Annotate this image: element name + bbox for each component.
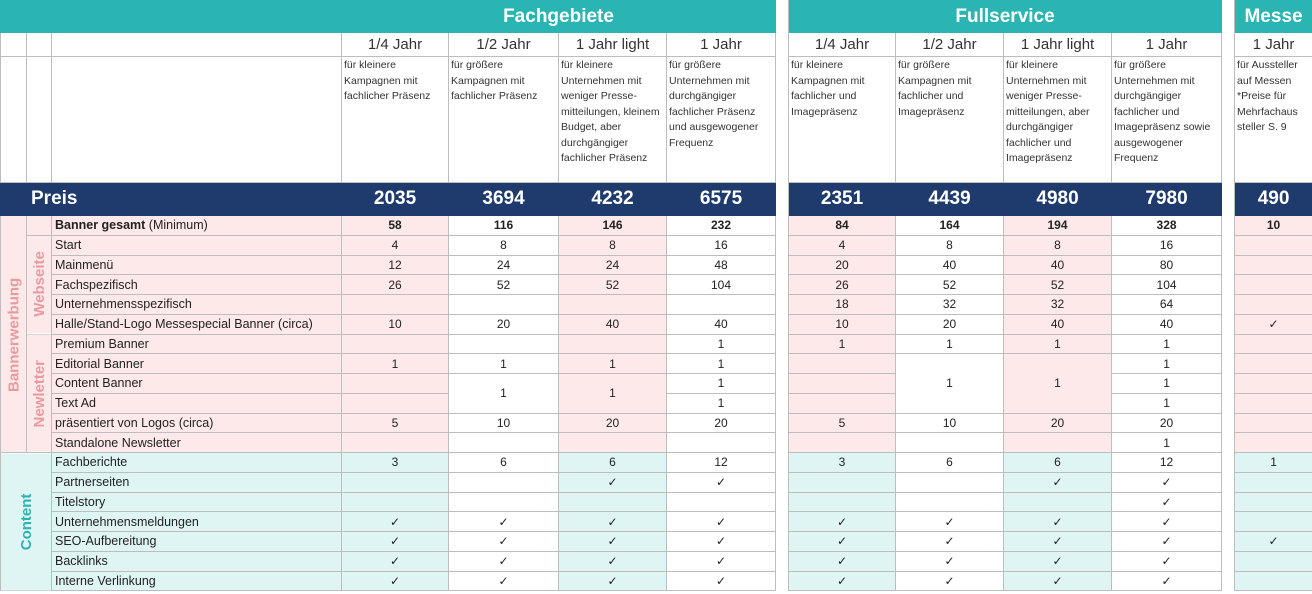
cell-value: 104 bbox=[1112, 275, 1222, 295]
cell-value bbox=[896, 433, 1004, 453]
row-label: Mainmenü bbox=[52, 255, 342, 275]
row-label: präsentiert von Logos (circa) bbox=[52, 413, 342, 433]
row-label-banner-gesamt: Banner gesamt (Minimum) bbox=[52, 216, 342, 236]
check-icon: ✓ bbox=[1112, 472, 1222, 492]
cell-value bbox=[1004, 433, 1112, 453]
cell-value: 20 bbox=[559, 413, 667, 433]
cell-value bbox=[449, 334, 559, 354]
cell-value: 232 bbox=[667, 216, 776, 236]
period-header: 1/2 Jahr bbox=[896, 33, 1004, 57]
check-icon bbox=[896, 492, 1004, 512]
cell-value: 6 bbox=[449, 453, 559, 473]
cell-value: 48 bbox=[667, 255, 776, 275]
cell-value bbox=[1235, 275, 1312, 295]
check-icon bbox=[1235, 512, 1312, 532]
row-label: Fachberichte bbox=[52, 453, 342, 473]
check-icon bbox=[789, 492, 896, 512]
cell-value: 1 bbox=[449, 374, 559, 414]
row-label: Editorial Banner bbox=[52, 354, 342, 374]
cell-value: 20 bbox=[1004, 413, 1112, 433]
check-icon: ✓ bbox=[559, 472, 667, 492]
cell-value: 194 bbox=[1004, 216, 1112, 236]
cell-value bbox=[342, 295, 449, 315]
check-icon bbox=[342, 492, 449, 512]
cell-value: 24 bbox=[449, 255, 559, 275]
cell-value: 52 bbox=[1004, 275, 1112, 295]
cell-value: 1 bbox=[1235, 453, 1312, 473]
price-value: 490 bbox=[1235, 183, 1312, 216]
period-header: 1 Jahr light bbox=[559, 33, 667, 57]
cell-value bbox=[789, 433, 896, 453]
package-description: für kleinere Unternehmen mit weniger Presse-mitteilungen, aber durchgängiger fachlicher und Imagepräsenz bbox=[1004, 57, 1112, 183]
cell-value: 1 bbox=[789, 334, 896, 354]
check-icon: ✓ bbox=[1112, 492, 1222, 512]
price-value: 2035 bbox=[342, 183, 449, 216]
check-icon bbox=[896, 472, 1004, 492]
cell-value: 1 bbox=[559, 374, 667, 414]
cell-value: 8 bbox=[559, 235, 667, 255]
price-value: 2351 bbox=[789, 183, 896, 216]
check-icon bbox=[667, 492, 776, 512]
cell-value: 40 bbox=[1004, 255, 1112, 275]
check-icon: ✓ bbox=[1004, 472, 1112, 492]
cell-value bbox=[559, 295, 667, 315]
cell-value: 1 bbox=[667, 354, 776, 374]
check-icon: ✓ bbox=[1112, 532, 1222, 552]
cell-value: 24 bbox=[559, 255, 667, 275]
cell-value: 1 bbox=[559, 354, 667, 374]
cell-value: 40 bbox=[1112, 314, 1222, 334]
check-icon: ✓ bbox=[896, 571, 1004, 591]
cell-value: 1 bbox=[1004, 334, 1112, 354]
cell-value: 16 bbox=[667, 235, 776, 255]
group-fachgebiete: Fachgebiete bbox=[342, 1, 776, 33]
package-description: für Aussteller auf Messen *Preise für Mehrfachaus steller S. 9 bbox=[1235, 57, 1312, 183]
check-icon: ✓ bbox=[1004, 571, 1112, 591]
cell-value: 4 bbox=[789, 235, 896, 255]
cell-value bbox=[1235, 334, 1312, 354]
section-bannerwerbung: Bannerwerbung bbox=[1, 216, 27, 453]
cell-value: 10 bbox=[449, 413, 559, 433]
cell-value: 20 bbox=[449, 314, 559, 334]
section-webseite: Webseite bbox=[27, 235, 52, 334]
package-description: für größere Unternehmen mit durchgängiger fachlicher und Imagepräsenz sowie ausgewogener Frequenz bbox=[1112, 57, 1222, 183]
cell-value bbox=[1235, 295, 1312, 315]
period-header: 1 Jahr light bbox=[1004, 33, 1112, 57]
cell-value: 84 bbox=[789, 216, 896, 236]
cell-value: 1 bbox=[1004, 354, 1112, 413]
period-header: 1/2 Jahr bbox=[449, 33, 559, 57]
check-icon: ✓ bbox=[1112, 551, 1222, 571]
cell-value: 10 bbox=[896, 413, 1004, 433]
cell-value: 26 bbox=[342, 275, 449, 295]
check-icon: ✓ bbox=[789, 551, 896, 571]
cell-value: 5 bbox=[789, 413, 896, 433]
cell-value: 104 bbox=[667, 275, 776, 295]
row-label: Start bbox=[52, 235, 342, 255]
cell-value: 18 bbox=[789, 295, 896, 315]
check-icon: ✓ bbox=[559, 571, 667, 591]
price-value: 3694 bbox=[449, 183, 559, 216]
price-value: 7980 bbox=[1112, 183, 1222, 216]
cell-value: 20 bbox=[667, 413, 776, 433]
cell-value: 40 bbox=[559, 314, 667, 334]
package-description: für größere Unternehmen mit durchgängiger fachlicher Präsenz und ausgewogener Frequenz bbox=[667, 57, 776, 183]
cell-value bbox=[789, 393, 896, 413]
price-value: 4232 bbox=[559, 183, 667, 216]
check-icon: ✓ bbox=[896, 532, 1004, 552]
check-icon: ✓ bbox=[667, 532, 776, 552]
check-icon bbox=[449, 472, 559, 492]
cell-value: 12 bbox=[342, 255, 449, 275]
check-icon: ✓ bbox=[1112, 571, 1222, 591]
check-icon: ✓ bbox=[789, 571, 896, 591]
section-content: Content bbox=[1, 453, 52, 591]
check-icon: ✓ bbox=[559, 512, 667, 532]
check-icon: ✓ bbox=[342, 512, 449, 532]
cell-value: 146 bbox=[559, 216, 667, 236]
group-fullservice: Fullservice bbox=[789, 1, 1222, 33]
row-label: SEO-Aufbereitung bbox=[52, 532, 342, 552]
cell-value bbox=[1235, 393, 1312, 413]
cell-value: 52 bbox=[896, 275, 1004, 295]
cell-value: 80 bbox=[1112, 255, 1222, 275]
cell-value: 1 bbox=[1112, 433, 1222, 453]
cell-value: 1 bbox=[896, 334, 1004, 354]
period-header: 1 Jahr bbox=[1235, 33, 1312, 57]
cell-value: 5 bbox=[342, 413, 449, 433]
cell-value: 1 bbox=[449, 354, 559, 374]
check-icon bbox=[1235, 472, 1312, 492]
cell-value: 8 bbox=[1004, 235, 1112, 255]
cell-value: 3 bbox=[342, 453, 449, 473]
check-icon: ✓ bbox=[1004, 532, 1112, 552]
corner-cell bbox=[1, 1, 342, 33]
cell-value: 52 bbox=[559, 275, 667, 295]
cell-value: 1 bbox=[342, 354, 449, 374]
check-icon: ✓ bbox=[667, 512, 776, 532]
section-newsletter: Newletter bbox=[27, 334, 52, 453]
check-icon bbox=[449, 492, 559, 512]
cell-value bbox=[449, 433, 559, 453]
check-icon bbox=[1235, 551, 1312, 571]
cell-value: 26 bbox=[789, 275, 896, 295]
cell-value bbox=[1235, 235, 1312, 255]
check-icon: ✓ bbox=[1004, 512, 1112, 532]
check-icon: ✓ bbox=[449, 512, 559, 532]
check-icon: ✓ bbox=[1235, 532, 1312, 552]
cell-value: 8 bbox=[449, 235, 559, 255]
check-icon: ✓ bbox=[449, 551, 559, 571]
cell-value: 1 bbox=[667, 334, 776, 354]
cell-value bbox=[449, 295, 559, 315]
row-label: Text Ad bbox=[52, 393, 342, 413]
check-icon: ✓ bbox=[342, 571, 449, 591]
row-label: Fachspezifisch bbox=[52, 275, 342, 295]
price-value: 4980 bbox=[1004, 183, 1112, 216]
check-icon: ✓ bbox=[667, 551, 776, 571]
check-icon: ✓ bbox=[559, 551, 667, 571]
cell-value bbox=[1235, 255, 1312, 275]
check-icon bbox=[1004, 492, 1112, 512]
cell-value: 1 bbox=[896, 354, 1004, 413]
cell-value: 52 bbox=[449, 275, 559, 295]
package-description: für größere Kampagnen mit fachlicher Präsenz bbox=[449, 57, 559, 183]
cell-value: 40 bbox=[667, 314, 776, 334]
cell-value bbox=[1235, 413, 1312, 433]
row-label: Partnerseiten bbox=[52, 472, 342, 492]
cell-value bbox=[559, 433, 667, 453]
cell-value: 6 bbox=[1004, 453, 1112, 473]
cell-value bbox=[342, 393, 449, 413]
check-icon: ✓ bbox=[342, 551, 449, 571]
check-icon bbox=[1235, 571, 1312, 591]
check-icon: ✓ bbox=[789, 532, 896, 552]
cell-value: 10 bbox=[1235, 216, 1312, 236]
cell-value: 1 bbox=[1112, 393, 1222, 413]
cell-value bbox=[342, 334, 449, 354]
cell-value: 8 bbox=[896, 235, 1004, 255]
check-icon: ✓ bbox=[667, 472, 776, 492]
cell-value bbox=[667, 295, 776, 315]
cell-value: 20 bbox=[789, 255, 896, 275]
cell-value bbox=[789, 374, 896, 394]
cell-value: 1 bbox=[1112, 354, 1222, 374]
check-icon: ✓ bbox=[1004, 551, 1112, 571]
cell-value: 1 bbox=[667, 374, 776, 394]
check-icon: ✓ bbox=[896, 512, 1004, 532]
check-icon: ✓ bbox=[449, 571, 559, 591]
price-value: 6575 bbox=[667, 183, 776, 216]
cell-value: 164 bbox=[896, 216, 1004, 236]
cell-value: 1 bbox=[667, 393, 776, 413]
cell-value: 16 bbox=[1112, 235, 1222, 255]
cell-value: 58 bbox=[342, 216, 449, 236]
period-header: 1 Jahr bbox=[1112, 33, 1222, 57]
cell-value: 1 bbox=[1112, 374, 1222, 394]
check-icon: ✓ bbox=[449, 532, 559, 552]
row-label: Interne Verlinkung bbox=[52, 571, 342, 591]
check-icon: ✓ bbox=[789, 512, 896, 532]
check-icon: ✓ bbox=[342, 532, 449, 552]
cell-value: 32 bbox=[1004, 295, 1112, 315]
row-label: Standalone Newsletter bbox=[52, 433, 342, 453]
cell-value: 328 bbox=[1112, 216, 1222, 236]
check-icon: ✓ bbox=[896, 551, 1004, 571]
cell-value bbox=[342, 433, 449, 453]
check-icon: ✓ bbox=[667, 571, 776, 591]
cell-value: 1 bbox=[1112, 334, 1222, 354]
check-icon: ✓ bbox=[559, 532, 667, 552]
cell-value: 40 bbox=[1004, 314, 1112, 334]
cell-value: 40 bbox=[896, 255, 1004, 275]
cell-value: 10 bbox=[342, 314, 449, 334]
cell-value bbox=[1235, 354, 1312, 374]
cell-value: 12 bbox=[667, 453, 776, 473]
cell-value bbox=[559, 334, 667, 354]
row-label: Premium Banner bbox=[52, 334, 342, 354]
cell-value: 20 bbox=[896, 314, 1004, 334]
group-messe: Messe bbox=[1235, 1, 1312, 33]
period-header: 1/4 Jahr bbox=[342, 33, 449, 57]
cell-value bbox=[342, 374, 449, 394]
cell-value: 10 bbox=[789, 314, 896, 334]
cell-value bbox=[789, 354, 896, 374]
cell-value: 116 bbox=[449, 216, 559, 236]
cell-value: 32 bbox=[896, 295, 1004, 315]
cell-value bbox=[1235, 433, 1312, 453]
package-description: für kleinere Kampagnen mit fachlicher Präsenz bbox=[342, 57, 449, 183]
row-label: Backlinks bbox=[52, 551, 342, 571]
cell-value: 6 bbox=[559, 453, 667, 473]
cell-value: 6 bbox=[896, 453, 1004, 473]
row-label: Titelstory bbox=[52, 492, 342, 512]
check-icon bbox=[559, 492, 667, 512]
group-gap bbox=[1222, 1, 1235, 183]
package-description: für kleinere Kampagnen mit fachlicher und Imagepräsenz bbox=[789, 57, 896, 183]
check-icon bbox=[789, 472, 896, 492]
group-gap bbox=[776, 1, 789, 183]
cell-value: 64 bbox=[1112, 295, 1222, 315]
row-label: Content Banner bbox=[52, 374, 342, 394]
cell-value bbox=[667, 433, 776, 453]
row-label: Unternehmensmeldungen bbox=[52, 512, 342, 532]
price-value: 4439 bbox=[896, 183, 1004, 216]
package-description: für größere Kampagnen mit fachlicher und Imagepräsenz bbox=[896, 57, 1004, 183]
row-label: Halle/Stand-Logo Messespecial Banner (circa) bbox=[52, 314, 342, 334]
period-header: 1 Jahr bbox=[667, 33, 776, 57]
check-icon bbox=[342, 472, 449, 492]
row-label: Unternehmensspezifisch bbox=[52, 295, 342, 315]
cell-value bbox=[1235, 374, 1312, 394]
check-icon: ✓ bbox=[1235, 314, 1312, 334]
cell-value: 20 bbox=[1112, 413, 1222, 433]
package-description: für kleinere Unternehmen mit weniger Presse-mitteilungen, kleinem Budget, aber durchgängiger fachlicher Präsenz bbox=[559, 57, 667, 183]
cell-value: 12 bbox=[1112, 453, 1222, 473]
cell-value: 3 bbox=[789, 453, 896, 473]
cell-value: 4 bbox=[342, 235, 449, 255]
period-header: 1/4 Jahr bbox=[789, 33, 896, 57]
check-icon bbox=[1235, 492, 1312, 512]
check-icon: ✓ bbox=[1112, 512, 1222, 532]
price-label: Preis bbox=[27, 183, 342, 216]
